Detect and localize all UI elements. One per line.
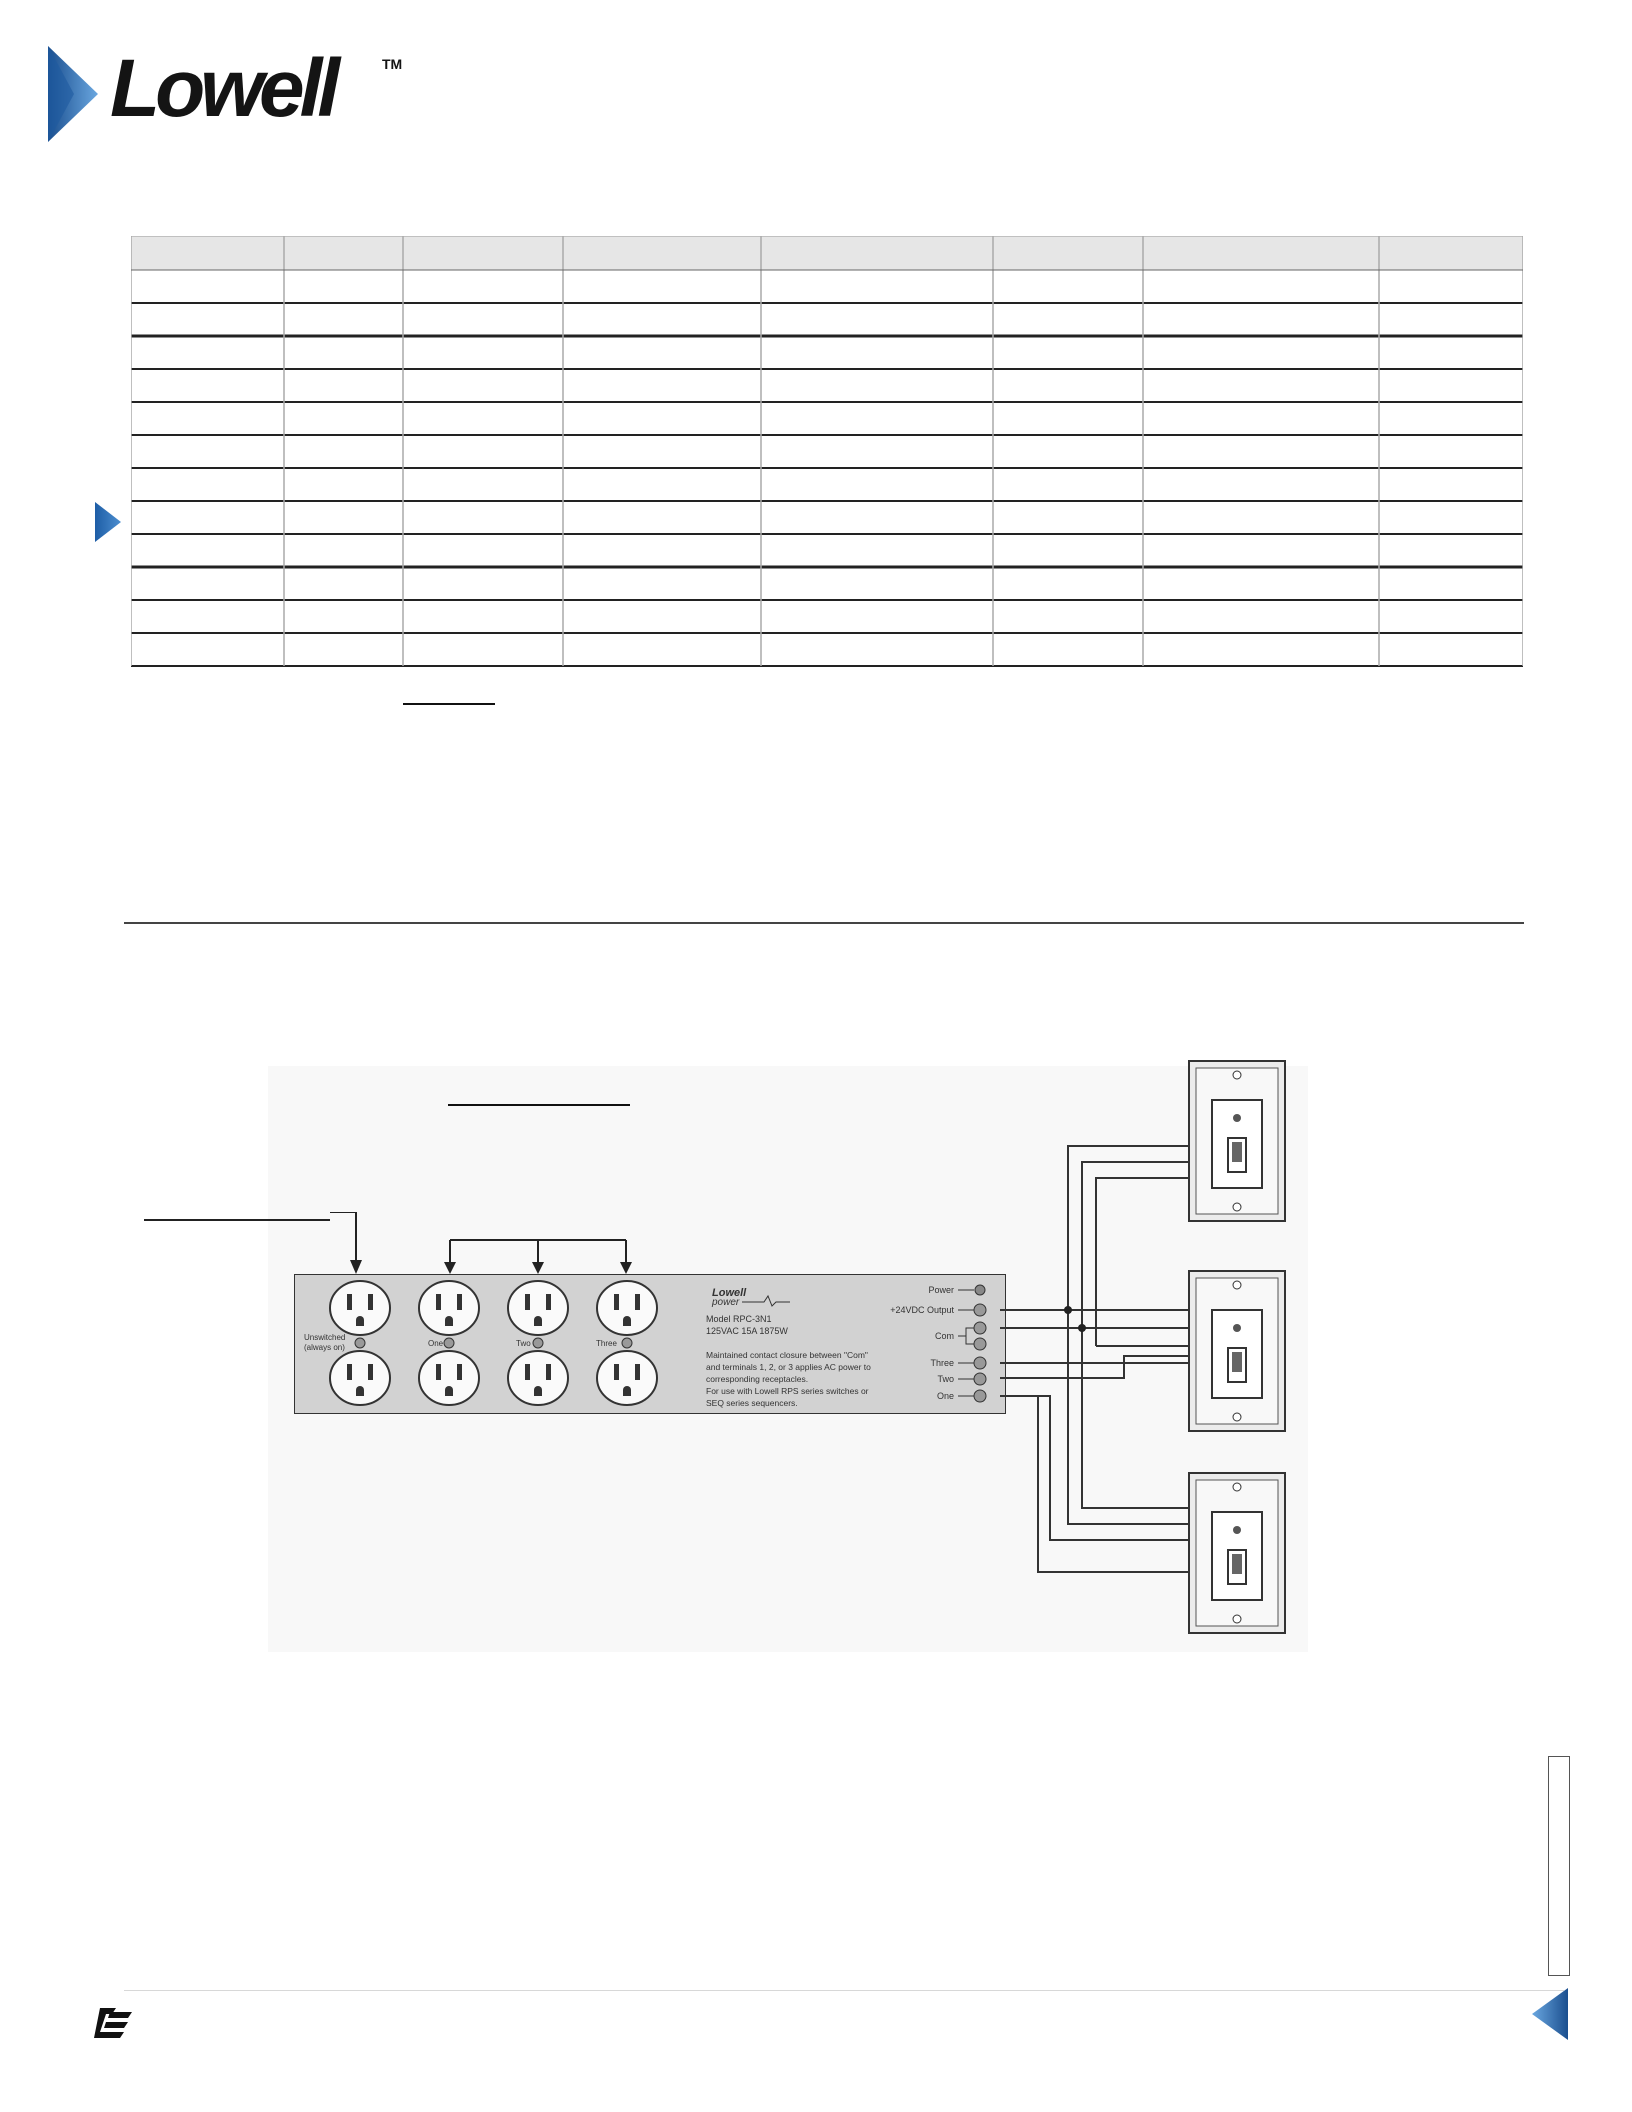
terminal-label-two: Two bbox=[937, 1374, 954, 1384]
receptacle-screw bbox=[533, 1338, 543, 1348]
logo-chevron-icon bbox=[44, 46, 104, 146]
strip-note-line-5: SEQ series sequencers. bbox=[706, 1398, 798, 1408]
strip-note-line-2: and terminals 1, 2, or 3 applies AC power to bbox=[706, 1362, 871, 1372]
receptacle bbox=[597, 1281, 657, 1335]
blue-triangle-marker-icon bbox=[93, 500, 123, 544]
footer-divider bbox=[124, 1990, 1564, 1991]
receptacle bbox=[330, 1351, 390, 1405]
power-strip-rpc-3n1 bbox=[294, 1274, 1006, 1414]
receptacle-screw bbox=[355, 1338, 365, 1348]
strip-brand-top: Lowell bbox=[712, 1287, 747, 1299]
diagram-heading-underline bbox=[448, 1104, 630, 1106]
strip-note-line-3: corresponding receptacles. bbox=[706, 1374, 809, 1384]
section-divider bbox=[124, 922, 1524, 924]
strip-note-line-1: Maintained contact closure between "Com" bbox=[706, 1350, 868, 1360]
terminal-label-24vdc: +24VDC Output bbox=[890, 1305, 954, 1315]
strip-note-line-4: For use with Lowell RPS series switches or bbox=[706, 1386, 869, 1396]
label-two: Two bbox=[516, 1339, 531, 1348]
logo-wordmark: Lowell bbox=[110, 43, 336, 134]
receptacle bbox=[508, 1351, 568, 1405]
underlined-blank-link bbox=[403, 703, 495, 705]
lowell-logo bbox=[44, 43, 424, 146]
blue-triangle-corner-icon bbox=[1528, 1986, 1570, 2042]
wall-switch-top bbox=[1188, 1060, 1286, 1222]
label-three: Three bbox=[596, 1339, 617, 1348]
terminal-label-power: Power bbox=[928, 1285, 954, 1295]
spec-table bbox=[131, 236, 1523, 670]
receptacle-screw bbox=[622, 1338, 632, 1348]
receptacle-screw bbox=[444, 1338, 454, 1348]
strip-model: Model RPC-3N1 bbox=[706, 1314, 772, 1324]
wall-switch-middle bbox=[1188, 1270, 1286, 1432]
label-unswitched: Unswitched bbox=[304, 1333, 346, 1342]
lowell-l-emblem-icon bbox=[94, 2002, 136, 2042]
receptacle bbox=[597, 1351, 657, 1405]
switched-outlets-bracket bbox=[440, 1236, 636, 1276]
wall-switch-bottom bbox=[1188, 1472, 1286, 1634]
terminal-label-one: One bbox=[936, 1391, 954, 1401]
terminal-label-three: Three bbox=[930, 1358, 954, 1368]
side-tab-box bbox=[1548, 1756, 1570, 1976]
receptacle bbox=[330, 1281, 390, 1335]
receptacle bbox=[419, 1351, 479, 1405]
label-one: One bbox=[428, 1339, 444, 1348]
terminal-label-com: Com bbox=[934, 1331, 954, 1341]
label-always-on: (always on) bbox=[304, 1343, 345, 1352]
receptacle bbox=[419, 1281, 479, 1335]
strip-rating: 125VAC 15A 1875W bbox=[706, 1326, 788, 1336]
strip-brand-bottom: power bbox=[712, 1297, 740, 1308]
table-header-row bbox=[131, 236, 1523, 270]
receptacle bbox=[508, 1281, 568, 1335]
logo-trademark: TM bbox=[382, 56, 403, 72]
